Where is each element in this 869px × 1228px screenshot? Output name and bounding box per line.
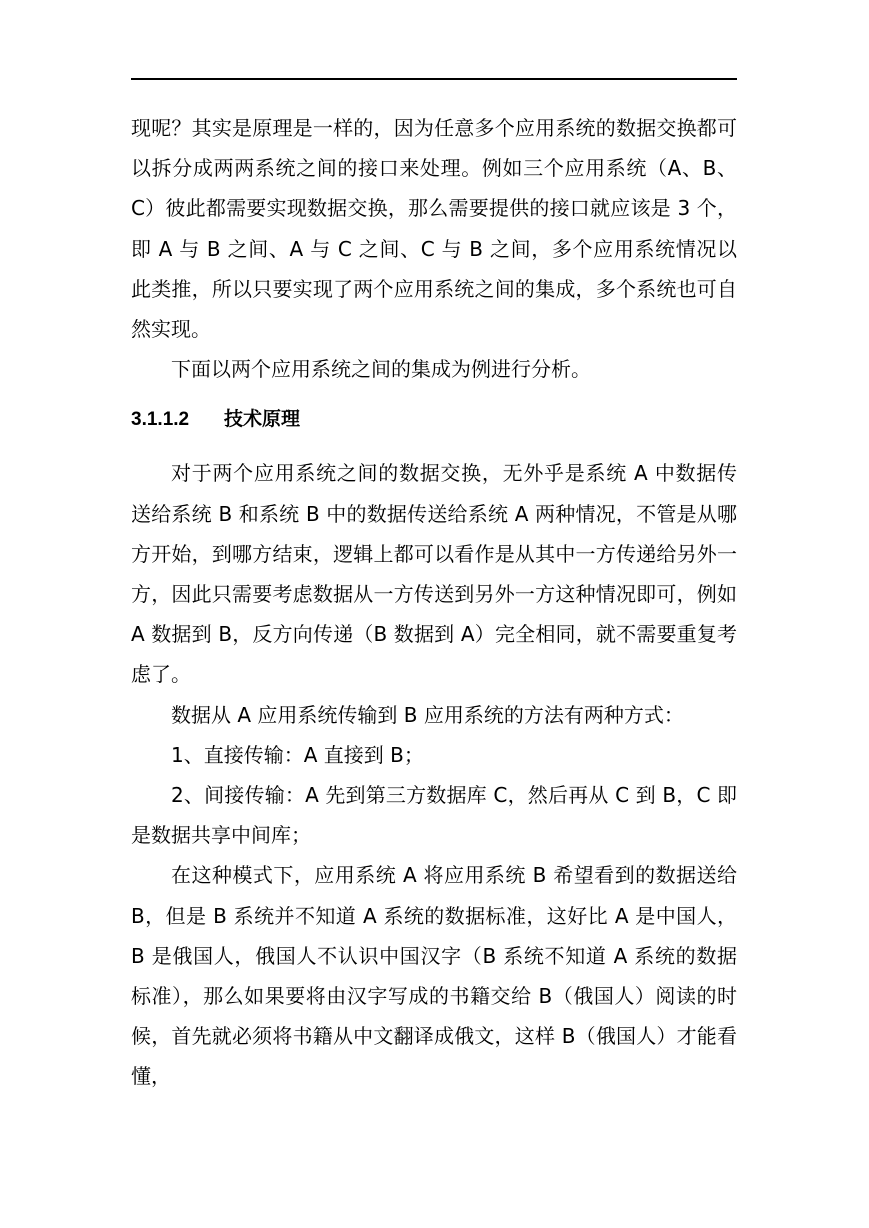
section-heading <box>131 399 737 439</box>
paragraph-data-exchange: 对于两个应用系统之间的数据交换，无外乎是系统 A 中数据传送给系统 B 和系统 B 中的数据传送给系统 A 两种情况，不管是从哪方开始，到哪方结束，逻辑上都可以看作是从其中一方传递给另外一方，因此只需要考虑数据从一方传送到另外一方这种情况即可，例如 A 数据到 B，反方向传递（B 数据到 A）完全相同，就不需要重复考虑了。 <box>131 461 737 687</box>
paragraph-transfer-methods: 数据从 A 应用系统传输到 B 应用系统的方法有两种方式： <box>171 702 684 727</box>
list-item-indirect-transfer: 2、间接传输：A 先到第三方数据库 C，然后再从 C 到 B，C 即是数据共享中间库； <box>131 783 737 848</box>
page-body <box>131 108 737 1097</box>
header-rule <box>131 78 737 80</box>
section-number: 3.1.1.2 <box>131 409 190 431</box>
paragraph-analogy: 在这种模式下，应用系统 A 将应用系统 B 希望看到的数据送给 B，但是 B 系统并不知道 A 系统的数据标准，这好比 A 是中国人，B 是俄国人，俄国人不认识中国汉字（B 系统不知道 A 系统的数据标准），那么如果要将由汉字写成的书籍交给 B（俄国人）阅读的时候，首先就必须将书籍从中文翻译成俄文，这样 B（俄国人）才能看懂， <box>131 863 737 1089</box>
list-item-direct-transfer: 1、直接传输：A 直接到 B； <box>171 742 424 767</box>
heading-spacer <box>131 439 737 453</box>
section-title: 技术原理 <box>224 408 301 431</box>
paragraph-continuation: 现呢？其实是原理是一样的，因为任意多个应用系统的数据交换都可以拆分成两两系统之间的接口来处理。例如三个应用系统（A、B、C）彼此都需要实现数据交换，那么需要提供的接口就应该是 3 个，即 A 与 B 之间、A 与 C 之间、C 与 B 之间，多个应用系统情况以此类推，所以只要实现了两个应用系统之间的集成，多个系统也可自然实现。 <box>131 116 737 342</box>
paragraph-intro-analysis: 下面以两个应用系统之间的集成为例进行分析。 <box>171 357 591 382</box>
